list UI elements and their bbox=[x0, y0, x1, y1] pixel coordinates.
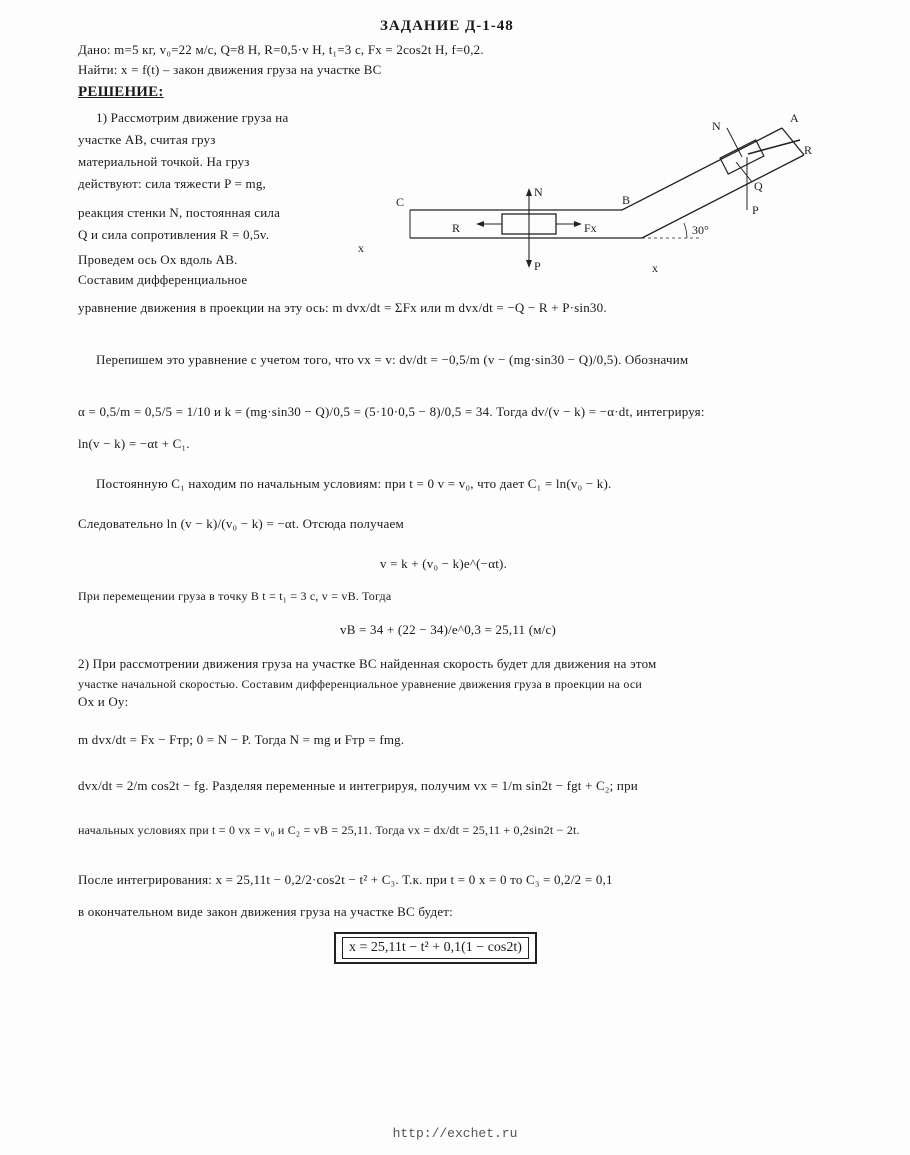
initial-conditions-line: начальных условиях при t = 0 vx = v₀ и C₂ = vB = 25,11. Тогда vx = dx/dt = 25,11 + 0,2sin2t − 2t. bbox=[78, 823, 580, 837]
solution-label: РЕШЕНИЕ: bbox=[78, 84, 164, 100]
label-n-bc: N bbox=[534, 185, 543, 199]
notation-line: α = 0,5/m = 0,5/5 = 1/10 и k = (mg·sin30 − Q)/0,5 = (5·10·0,5 − 8)/0,5 = 34. Тогда dv/(v − k) = −α·dt, интегрируя: bbox=[78, 404, 705, 419]
label-a: A bbox=[790, 111, 799, 125]
separate-line: dvx/dt = 2/m cos2t − fg. Разделяя переменные и интегрируя, получим vx = 1/m sin2t − fgt + C₂; при bbox=[78, 778, 638, 793]
label-c: C bbox=[396, 195, 405, 209]
label-r-bc: R bbox=[452, 221, 461, 235]
answer-box bbox=[334, 932, 537, 964]
consequence-line: Следовательно ln (v − k)/(v₀ − k) = −αt. Отсюда получаем bbox=[78, 516, 404, 531]
given-line: Дано: m=5 кг, v₀=22 м/с, Q=8 Н, R=0,5·v Н, t₁=3 с, Fx = 2cos2t Н, f=0,2. bbox=[78, 42, 484, 57]
label-x: x bbox=[358, 241, 364, 255]
label-p-bc: P bbox=[534, 259, 541, 273]
part2-line: Ox и Oy: bbox=[78, 694, 129, 709]
label-x-origin: x bbox=[652, 261, 658, 275]
ftr-arrow-head bbox=[476, 221, 484, 227]
angle-arc bbox=[684, 223, 687, 238]
part1-line: Составим дифференциальное bbox=[78, 272, 248, 287]
vb-result: vB = 34 + (22 − 34)/e^0,3 = 25,11 (м/с) bbox=[340, 622, 556, 637]
after-integration-line: После интегрирования: x = 25,11t − 0,2/2·cos2t − t² + C₃. Т.к. при t = 0 x = 0 то C₃ = 0,2/2 = 0,1 bbox=[78, 872, 613, 887]
part1-line: Q и сила сопротивления R = 0,5v. bbox=[78, 227, 270, 242]
part1-line: участке AB, считая груз bbox=[78, 132, 216, 147]
q-arrow-ab bbox=[736, 162, 752, 182]
fx-arrow-head bbox=[574, 221, 582, 227]
part1-line: реакция стенки N, постоянная сила bbox=[78, 205, 281, 220]
n-arrow-head bbox=[526, 188, 532, 196]
label-b: B bbox=[622, 193, 631, 207]
part2-line: участке начальной скоростью. Составим дифференциальное уравнение движения груза в проекции на оси bbox=[78, 677, 643, 691]
constant-line: Постоянную C₁ находим по начальным условиям: при t = 0 v = v₀, что дает C₁ = ln(v₀ − k). bbox=[96, 476, 612, 491]
track-upper-incline bbox=[622, 128, 782, 210]
label-fx: Fx bbox=[584, 221, 597, 235]
mechanics-diagram bbox=[352, 110, 832, 290]
page-title: ЗАДАНИЕ Д-1-48 bbox=[380, 18, 514, 34]
label-p-ab: P bbox=[752, 203, 759, 217]
label-r-ab: R bbox=[804, 143, 813, 157]
footer-url: http://exchet.ru bbox=[392, 1126, 518, 1141]
label-q: Q bbox=[754, 179, 763, 193]
final-statement: в окончательном виде закон движения груза на участке BC будет: bbox=[78, 904, 453, 919]
rewrite-line: Перепишем это уравнение с учетом того, что vx = v: dv/dt = −0,5/m (v − (mg·sin30 − Q)/0,5). Обозначим bbox=[96, 352, 689, 367]
integral-line: ln(v − k) = −αt + C₁. bbox=[78, 436, 190, 451]
track-lower-incline bbox=[642, 155, 804, 238]
part1-line: материальной точкой. На груз bbox=[78, 154, 250, 169]
velocity-law: v = k + (v₀ − k)e^(−αt). bbox=[380, 556, 508, 571]
angle-label: 30° bbox=[692, 223, 709, 237]
part1-line: 1) Рассмотрим движение груза на bbox=[96, 110, 289, 125]
p-arrow-head bbox=[526, 260, 532, 268]
part2-line: 2) При рассмотрении движения груза на участке BC найденная скорость будет для движения на этом bbox=[78, 656, 657, 671]
answer-formula: x = 25,11t − t² + 0,1(1 − cos2t) bbox=[342, 937, 529, 959]
part1-line: действуют: сила тяжести P = mg, bbox=[78, 176, 266, 191]
equation-bc: m dvx/dt = Fx − Fтр; 0 = N − P. Тогда N = mg и Fтр = fmg. bbox=[78, 732, 405, 747]
label-n-ab: N bbox=[712, 119, 721, 133]
equation-motion-ab: уравнение движения в проекции на эту ось: m dvx/dt = ΣFx или m dvx/dt = −Q − R + P·sin30. bbox=[78, 300, 607, 315]
point-b-line: При перемещении груза в точку B t = t₁ = 3 с, v = vB. Тогда bbox=[78, 589, 392, 603]
part1-line: Проведем ось Ox вдоль AB. bbox=[78, 252, 238, 267]
find-line: Найти: x = f(t) – закон движения груза на участке BC bbox=[78, 62, 382, 77]
